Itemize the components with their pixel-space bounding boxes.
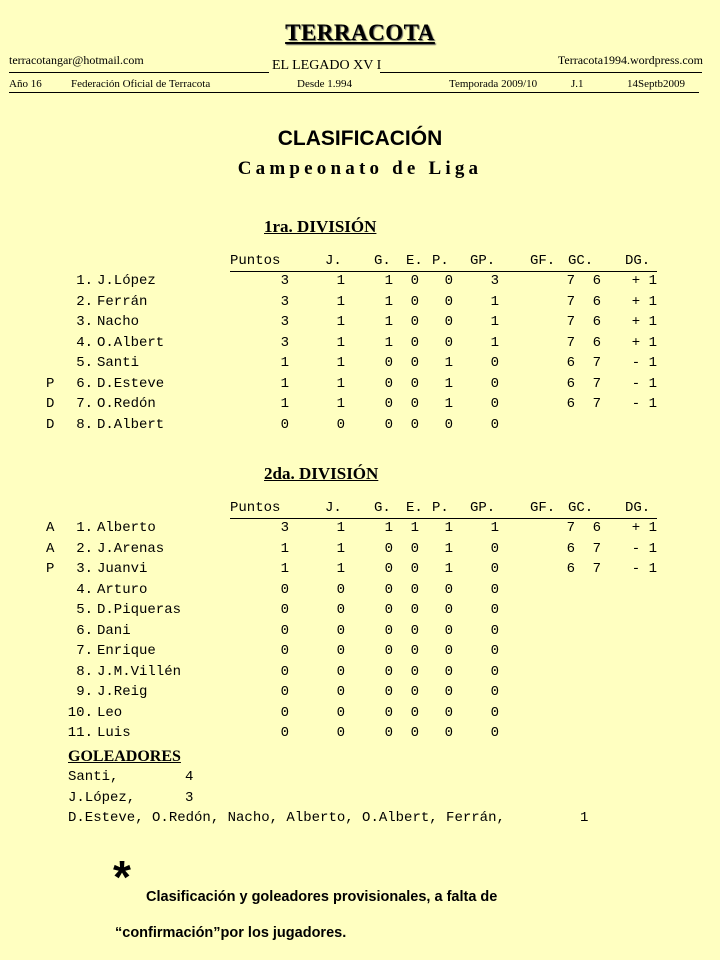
player-name: Luis [97,725,131,741]
player-name: Santi [97,355,140,371]
scorer-row [0,768,720,787]
scorer-names: D.Esteve, O.Redón, Nacho, Alberto, O.Albert, Ferrán, [68,810,505,826]
cell-e: 0 [410,334,419,351]
player-name: J.M.Villén [97,663,182,680]
position: 2. [76,540,93,557]
scorer-row [0,809,720,828]
table-row [0,313,720,332]
cell-p: 0 [444,622,453,639]
cell-gp: 0 [490,416,499,433]
cell-g: 1 [384,293,393,310]
cell-gp: 0 [490,684,499,700]
cell-puntos: 1 [280,375,289,392]
cell-gc: 6 [592,520,601,536]
cell-g: 0 [384,375,393,392]
page-title: CLASIFICACIÓN [277,127,443,150]
player-name: Leo [97,704,123,721]
cell-p: 0 [444,725,453,741]
position: 4. [76,334,93,351]
cell-j: 1 [336,375,345,392]
scorer-goals: 3 [185,789,194,806]
note-line-1: Clasificación y goleadores provisionales, a falta de [146,889,498,905]
cell-g: 0 [384,622,393,639]
email-address: terracotangar@hotmail.com [9,53,144,67]
cell-e: 0 [410,684,419,700]
brand-title: TERRACOTA [285,20,435,45]
position: 6. [76,375,93,392]
cell-g: 0 [384,416,393,433]
cell-j: 1 [336,561,345,577]
cell-dg: - 1 [631,561,657,577]
season-label: Temporada 2009/10 [449,78,538,90]
cell-gp: 0 [490,725,499,741]
note-asterisk: * [113,851,131,903]
header-rule-right [380,72,702,73]
cell-g: 0 [384,704,393,721]
cell-dg: + 1 [631,520,657,536]
cell-gc: 7 [592,561,601,577]
player-name: Arturo [97,581,148,598]
cell-e: 0 [410,663,419,680]
cell-g: 0 [384,602,393,618]
cell-puntos: 3 [280,520,289,536]
table-row [0,540,720,559]
player-name: O.Redón [97,396,156,412]
cell-p: 0 [444,314,453,330]
scorers-title: GOLEADORES [68,748,181,765]
cell-j: 0 [336,581,345,598]
cell-gc: 6 [592,314,601,330]
header-p: P. [432,253,449,269]
cell-p: 0 [444,273,453,289]
position: 2. [76,293,93,310]
cell-e: 0 [410,293,419,310]
subheader-rule [9,92,699,93]
header-puntos: Puntos [230,253,281,269]
cell-p: 1 [444,355,453,371]
cell-puntos: 0 [280,663,289,680]
header-gp: GP. [470,500,496,516]
division2-title: 2da. DIVISIÓN [264,464,379,483]
cell-gp: 0 [490,581,499,598]
table-row [0,601,720,620]
cell-g: 0 [384,540,393,557]
cell-j: 1 [336,334,345,351]
cell-puntos: 0 [280,581,289,598]
header-dg: DG. [625,253,651,269]
table-row [0,375,720,394]
position: 6. [76,622,93,639]
cell-e: 0 [410,602,419,618]
cell-gp: 0 [490,540,499,557]
header-p: P. [432,500,449,516]
division2-table-header [0,500,720,519]
player-name: Nacho [97,314,140,330]
round-label: J.1 [571,78,584,90]
year-label: Año 16 [9,78,42,90]
cell-g: 0 [384,643,393,659]
position: 1. [76,273,93,289]
scorer-goals: 4 [185,769,194,785]
cell-p: 0 [444,416,453,433]
cell-gp: 3 [490,273,499,289]
header-e: E. [406,500,423,516]
table-row [0,622,720,641]
page-subtitle: Campeonato de Liga [237,158,483,179]
table-row [0,519,720,538]
table-row [0,272,720,291]
cell-dg: + 1 [631,293,657,310]
cell-gc: 6 [592,273,601,289]
cell-p: 0 [444,704,453,721]
cell-gf: 6 [566,540,575,557]
position: 8. [76,663,93,680]
cell-p: 1 [444,520,453,536]
cell-e: 0 [410,704,419,721]
scorer-row [0,789,720,808]
player-name: J.López [97,273,156,289]
cell-p: 0 [444,581,453,598]
status-mark: A [46,520,55,536]
cell-puntos: 0 [280,684,289,700]
cell-j: 0 [336,663,345,680]
player-name: Juanvi [97,561,148,577]
cell-p: 0 [444,293,453,310]
cell-puntos: 0 [280,725,289,741]
cell-j: 0 [336,643,345,659]
header-gc: GC. [568,253,594,269]
table-row [0,354,720,373]
cell-gf: 7 [566,334,575,351]
cell-e: 0 [410,622,419,639]
cell-gp: 0 [490,396,499,412]
position: 5. [76,602,93,618]
cell-gf: 7 [566,293,575,310]
cell-g: 0 [384,663,393,680]
cell-p: 0 [444,602,453,618]
cell-puntos: 0 [280,643,289,659]
cell-g: 1 [384,334,393,351]
position: 7. [76,643,93,659]
cell-gc: 7 [592,396,601,412]
cell-g: 1 [384,520,393,536]
cell-gp: 1 [490,520,499,536]
cell-e: 0 [410,581,419,598]
cell-e: 0 [410,643,419,659]
table-row [0,334,720,353]
cell-dg: + 1 [631,334,657,351]
player-name: D.Albert [97,416,165,433]
cell-gp: 0 [490,355,499,371]
cell-j: 0 [336,622,345,639]
player-name: J.Arenas [97,540,165,557]
cell-p: 0 [444,643,453,659]
cell-g: 0 [384,561,393,577]
position: 11. [67,725,93,741]
cell-e: 0 [410,375,419,392]
table-row [0,663,720,682]
position: 7. [76,396,93,412]
cell-gp: 0 [490,602,499,618]
header-j: J. [325,253,342,269]
cell-dg: + 1 [631,273,657,289]
player-name: Dani [97,622,131,639]
status-mark: P [46,375,55,392]
scorer-names: Santi, [68,769,119,785]
header-gc: GC. [568,500,594,516]
scorer-goals: 1 [580,810,589,826]
cell-gf: 7 [566,314,575,330]
cell-gf: 6 [566,355,575,371]
table-row [0,395,720,414]
cell-puntos: 1 [280,540,289,557]
table-row [0,560,720,579]
header-g: G. [374,500,391,516]
position: 10. [67,704,93,721]
division1-table-header [0,253,720,272]
cell-puntos: 1 [280,355,289,371]
header-j: J. [325,500,342,516]
cell-j: 1 [336,540,345,557]
player-name: O.Albert [97,334,165,351]
position: 1. [76,520,93,536]
cell-gp: 1 [490,314,499,330]
header-puntos: Puntos [230,500,281,516]
cell-p: 0 [444,334,453,351]
header-gf: GF. [530,500,556,516]
table-row [0,683,720,702]
header-rule-left [9,72,269,73]
cell-gf: 6 [566,375,575,392]
cell-dg: - 1 [631,355,657,371]
division1-title: 1ra. DIVISIÓN [264,217,377,236]
cell-j: 1 [336,355,345,371]
cell-gp: 0 [490,643,499,659]
cell-gc: 6 [592,334,601,351]
position: 8. [76,416,93,433]
cell-gc: 7 [592,540,601,557]
cell-gp: 0 [490,704,499,721]
cell-puntos: 0 [280,704,289,721]
player-name: J.Reig [97,684,148,700]
cell-gf: 7 [566,520,575,536]
date-label: 14Septb2009 [627,78,686,90]
note-line-2: “confirmación”por los jugadores. [115,925,347,941]
cell-j: 1 [336,293,345,310]
cell-puntos: 0 [280,602,289,618]
cell-g: 1 [384,273,393,289]
cell-j: 0 [336,602,345,618]
cell-p: 1 [444,561,453,577]
cell-gf: 6 [566,561,575,577]
scorer-names: J.López, [68,789,136,806]
header-e: E. [406,253,423,269]
since-label: Desde 1.994 [297,78,352,90]
cell-puntos: 3 [280,314,289,330]
cell-gp: 0 [490,622,499,639]
status-mark: D [46,396,55,412]
cell-e: 0 [410,561,419,577]
cell-g: 0 [384,684,393,700]
position: 3. [76,314,93,330]
cell-gp: 1 [490,334,499,351]
cell-gp: 0 [490,375,499,392]
cell-j: 0 [336,725,345,741]
player-name: Alberto [97,520,156,536]
player-name: D.Esteve [97,375,165,392]
cell-p: 0 [444,663,453,680]
cell-e: 0 [410,540,419,557]
table-row [0,724,720,743]
legado-label: EL LEGADO XV I [272,58,382,73]
cell-g: 0 [384,581,393,598]
cell-j: 0 [336,416,345,433]
cell-e: 0 [410,416,419,433]
cell-gf: 6 [566,396,575,412]
cell-g: 0 [384,355,393,371]
cell-p: 0 [444,684,453,700]
cell-j: 1 [336,314,345,330]
cell-e: 1 [410,520,419,536]
cell-puntos: 3 [280,334,289,351]
status-mark: D [46,416,55,433]
cell-puntos: 3 [280,293,289,310]
cell-dg: - 1 [631,540,657,557]
cell-g: 1 [384,314,393,330]
cell-puntos: 1 [280,561,289,577]
status-mark: A [46,540,55,557]
player-name: Enrique [97,643,156,659]
cell-e: 0 [410,355,419,371]
cell-j: 0 [336,684,345,700]
table-row [0,642,720,661]
cell-p: 1 [444,375,453,392]
cell-g: 0 [384,725,393,741]
player-name: D.Piqueras [97,602,182,618]
cell-j: 0 [336,704,345,721]
header-gp: GP. [470,253,496,269]
website-address: Terracota1994.wordpress.com [557,53,703,67]
cell-dg: - 1 [631,396,657,412]
status-mark: P [46,561,55,577]
cell-g: 0 [384,396,393,412]
position: 4. [76,581,93,598]
header-g: G. [374,253,391,269]
cell-e: 0 [410,314,419,330]
cell-puntos: 0 [280,622,289,639]
cell-puntos: 0 [280,416,289,433]
cell-dg: - 1 [631,375,657,392]
header-dg: DG. [625,500,651,516]
cell-gc: 7 [592,355,601,371]
player-name: Ferrán [97,293,148,310]
position: 3. [76,561,93,577]
cell-gp: 0 [490,561,499,577]
cell-j: 1 [336,520,345,536]
cell-e: 0 [410,725,419,741]
federation-label: Federación Oficial de Terracota [71,78,211,90]
cell-gp: 0 [490,663,499,680]
cell-gc: 6 [592,293,601,310]
cell-p: 1 [444,396,453,412]
position: 9. [76,684,93,700]
cell-e: 0 [410,273,419,289]
table-row [0,704,720,723]
cell-e: 0 [410,396,419,412]
table-row [0,293,720,312]
cell-j: 1 [336,396,345,412]
cell-j: 1 [336,273,345,289]
table-row [0,581,720,600]
position: 5. [76,355,93,371]
cell-gp: 1 [490,293,499,310]
table-row [0,416,720,435]
cell-gf: 7 [566,273,575,289]
header-gf: GF. [530,253,556,269]
cell-p: 1 [444,540,453,557]
cell-dg: + 1 [631,314,657,330]
cell-gc: 7 [592,375,601,392]
cell-puntos: 1 [280,396,289,412]
cell-puntos: 3 [280,273,289,289]
